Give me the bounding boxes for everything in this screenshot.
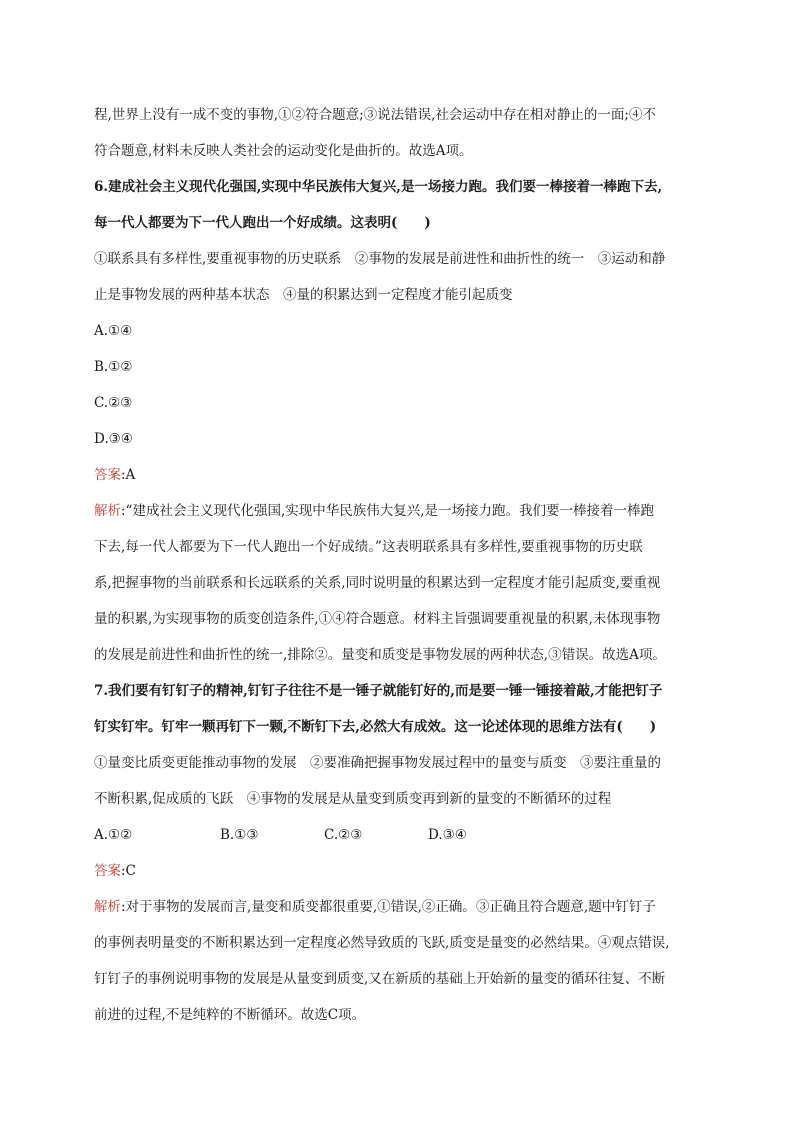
document-content bbox=[94, 102, 704, 1038]
question-7-statement: 不断积累,促成质的飞跃 ④事物的发展是从量变到质变再到新的量变的不断循环的过程 bbox=[94, 791, 612, 807]
question-7-option-c: C.②③ bbox=[324, 827, 363, 843]
question-7-option-b: B.①③ bbox=[220, 827, 259, 843]
explanation-label: 解析 bbox=[94, 899, 121, 915]
answer-value: :C bbox=[121, 863, 136, 879]
question-6-stem: 6.建成社会主义现代化强国,实现中华民族伟大复兴,是一场接力跑。我们要一棒接着一棒跑下去, bbox=[94, 179, 663, 195]
answer-label: 答案 bbox=[94, 863, 121, 879]
question-6-option-a: A.①④ bbox=[94, 323, 133, 339]
question-7-stem: 7.我们要有钉钉子的精神,钉钉子往往不是一锤子就能钉好的,而是要一锤一锤接着敲,才能把钉子 bbox=[94, 683, 663, 699]
question-7-option-d: D.③④ bbox=[428, 827, 467, 843]
question-6-option-b: B.①② bbox=[94, 359, 133, 375]
explanation-text: :对于事物的发展而言,量变和质变都很重要,①错误,②正确。③正确且符合题意,题中钉钉子 bbox=[121, 899, 656, 915]
question-6-statement: ①联系具有多样性,要重视事物的历史联系 ②事物的发展是前进性和曲折性的统一 ③运动和静 bbox=[94, 251, 666, 267]
question-7-stem: 钉实钉牢。钉牢一颗再钉下一颗,不断钉下去,必然大有成效。这一论述体现的思维方法有( ) bbox=[94, 719, 657, 735]
question-7-answer bbox=[94, 858, 704, 894]
answer-value: :A bbox=[121, 467, 136, 483]
question-7-explanation: 的事例表明量变的不断积累达到一定程度必然导致质的飞跃,质变是量变的必然结果。④观点错误, bbox=[94, 935, 670, 951]
question-6-statement: 止是事物发展的两种基本状态 ④量的积累达到一定程度才能引起质变 bbox=[94, 287, 513, 303]
question-6-answer bbox=[94, 462, 704, 498]
explanation-text: :“建成社会主义现代化强国,实现中华民族伟大复兴,是一场接力跑。我们要一棒接着一棒跑 bbox=[121, 503, 655, 519]
question-6-explanation bbox=[94, 498, 704, 534]
answer-label: 答案 bbox=[94, 467, 121, 483]
question-6-explanation: 的发展是前进性和曲折性的统一,排除②。量变和质变是事物发展的两种状态,③错误。故选A项。 bbox=[94, 647, 666, 663]
continuation-line: 程,世界上没有一成不变的事物,①②符合题意;③说法错误,社会运动中存在相对静止的一面;④不 bbox=[94, 107, 656, 123]
question-7-explanation: 钉钉子的事例说明事物的发展是从量变到质变,又在新质的基础上开始新的量变的循环往复、不断 bbox=[94, 971, 666, 987]
question-7-options bbox=[94, 822, 704, 858]
question-6-explanation: 系,把握事物的当前联系和长远联系的关系,同时说明量的积累达到一定程度才能引起质变,要重视 bbox=[94, 575, 661, 591]
question-6-stem: 每一代人都要为下一代人跑出一个好成绩。这表明( ) bbox=[94, 215, 431, 231]
question-6-explanation: 量的积累,为实现事物的质变创造条件,①④符合题意。材料主旨强调要重视量的积累,未体现事物 bbox=[94, 611, 661, 627]
question-7-explanation bbox=[94, 894, 704, 930]
question-6-option-d: D.③④ bbox=[94, 431, 133, 447]
question-7-explanation: 前进的过程,不是纯粹的不断循环。故选C项。 bbox=[94, 1007, 366, 1023]
question-7-option-a: A.①② bbox=[94, 827, 133, 843]
explanation-label: 解析 bbox=[94, 503, 121, 519]
question-7-statement: ①量变比质变更能推动事物的发展 ②要准确把握事物发展过程中的量变与质变 ③要注重量的 bbox=[94, 755, 661, 771]
question-6-explanation: 下去,每一代人都要为下一代人跑出一个好成绩。”这表明联系具有多样性,要重视事物的历史联 bbox=[94, 539, 643, 555]
question-6-option-c: C.②③ bbox=[94, 395, 133, 411]
continuation-line: 符合题意,材料未反映人类社会的运动变化是曲折的。故选A项。 bbox=[94, 143, 473, 159]
